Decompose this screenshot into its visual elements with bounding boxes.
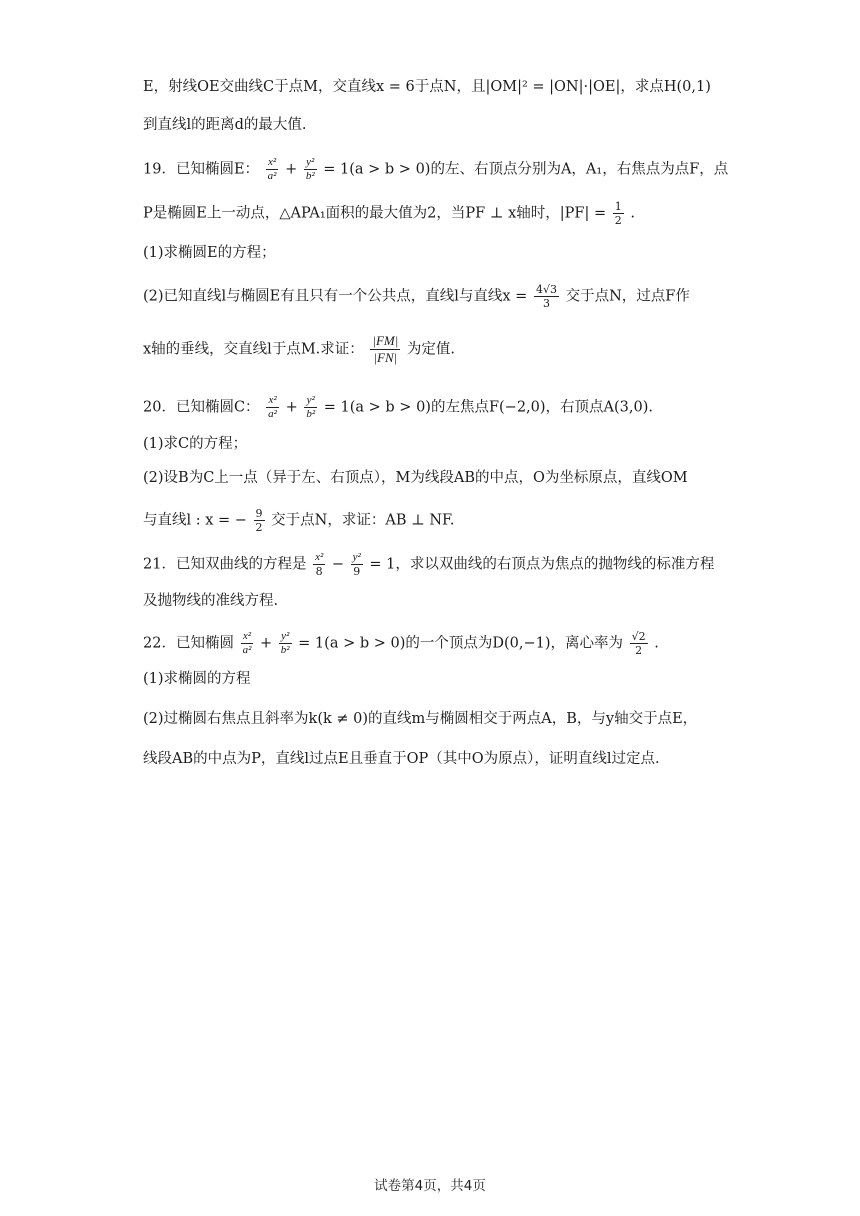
q20-part-1 xyxy=(143,434,247,454)
q21-line-2-text: 及抛物线的准线方程. xyxy=(143,593,279,609)
q19-frac-half-num: 1 xyxy=(614,200,622,213)
q19-part-2-text-b: 交于点N，过点F作 xyxy=(565,288,690,305)
q22-part-1-text: (1)求椭圆的方程 xyxy=(143,671,251,687)
q19-part-2-line-2-text-b: 为定值. xyxy=(406,341,456,358)
q19-line-1-rest: = 1(a > b > 0)的左、右顶点分别为A，A₁，右焦点为点F，点 xyxy=(323,161,729,178)
q19-part-2-text-a: (2)已知直线l与椭圆E有且只有一个公共点，直线l与直线x = xyxy=(143,288,528,305)
q22-frac-y xyxy=(279,630,292,657)
q22-part-2-line-2 xyxy=(143,749,660,769)
q20-frac-x-num: x² xyxy=(266,394,279,408)
q21-frac-y xyxy=(351,551,363,578)
q18-line-1-text: E，射线OE交曲线C于点M，交直线x = 6于点N，且|OM|² = |ON|·|OE|，求点H(0,1) xyxy=(143,79,711,95)
q20-part-2-line-2-text-a: 与直线l : x = − xyxy=(143,512,247,529)
q22-plus: + xyxy=(259,635,273,652)
q19-frac-x-den: a² xyxy=(267,170,277,182)
q22-frac-y-num: y² xyxy=(279,630,292,644)
q22-frac-x-num: x² xyxy=(241,630,254,644)
q20-frac-9-2 xyxy=(254,507,265,534)
page-footer xyxy=(0,1174,860,1194)
q19-line-2 xyxy=(143,200,635,227)
q22-part-2-line-2-text: 线段AB的中点为P，直线l过点E且垂直于OP（其中O为原点），证明直线l过定点. xyxy=(143,751,660,767)
q19-frac-4sqrt3-den: 3 xyxy=(542,297,550,310)
q22-line-1-end: . xyxy=(654,635,659,652)
q20-part-2-line-2-text-b: 交于点N，求证：AB ⊥ NF. xyxy=(271,512,455,529)
page-number-label: 试卷第4页，共4页 xyxy=(374,1178,486,1194)
q20-frac-x-den: a² xyxy=(268,408,277,420)
q21-line-1-rest: = 1，求以双曲线的右顶点为焦点的抛物线的标准方程 xyxy=(369,556,715,573)
q20-part-1-text: (1)求C的方程； xyxy=(143,436,248,452)
q22-frac-y-den: b² xyxy=(280,644,290,656)
q22-part-2-line-1-text: (2)过椭圆右焦点且斜率为k(k ≠ 0)的直线m与椭圆相交于两点A，B，与y轴交于点E， xyxy=(143,711,698,727)
q19-frac-4sqrt3-num: 4√3 xyxy=(535,283,557,296)
q18-line-2 xyxy=(143,115,307,135)
q20-frac-y xyxy=(304,394,317,421)
q19-frac-x xyxy=(266,156,279,183)
q22-frac-sqrt2 xyxy=(630,630,648,657)
q21-line-2 xyxy=(143,591,278,611)
q22-part-1 xyxy=(143,669,251,689)
q19-part-2-line-2 xyxy=(143,333,455,366)
q18-line-1 xyxy=(143,77,711,97)
q21-frac-y-num: y² xyxy=(352,551,361,563)
q20-line-1-rest: = 1(a > b > 0)的左焦点F(−2,0)，右顶点A(3,0). xyxy=(323,399,653,416)
q19-part-2-line-1 xyxy=(143,283,690,310)
q19-line-2-text: P是椭圆E上一动点，△APA₁面积的最大值为2，当PF ⊥ x轴时，|PF| = xyxy=(143,205,607,222)
q20-frac-x xyxy=(266,394,279,421)
q19-part-1 xyxy=(143,243,276,263)
q22-line-1-mid: = 1(a > b > 0)的一个顶点为D(0,−1)，离心率为 xyxy=(298,635,624,652)
q20-intro: 20．已知椭圆C： xyxy=(143,399,260,416)
q19-intro: 19．已知椭圆E： xyxy=(143,161,260,178)
q20-part-2-line-1 xyxy=(143,468,688,488)
q20-part-2-line-2 xyxy=(143,507,454,534)
q22-line-1 xyxy=(143,630,659,657)
q19-frac-half xyxy=(613,200,624,227)
q21-frac-x-num: x² xyxy=(315,551,324,563)
q19-line-2-end: . xyxy=(630,205,635,222)
q20-frac-9-2-num: 9 xyxy=(255,507,263,520)
q22-frac-x-den: a² xyxy=(242,644,252,656)
q19-part-2-line-2-text-a: x轴的垂线，交直线l于点M.求证： xyxy=(143,341,364,358)
q19-frac-half-den: 2 xyxy=(614,214,622,227)
q21-frac-y-den: 9 xyxy=(353,565,361,578)
q19-frac-x-num: x² xyxy=(266,156,279,170)
q19-frac-y-den: b² xyxy=(305,170,315,182)
q19-plus: + xyxy=(285,161,298,178)
q22-frac-sqrt2-den: 2 xyxy=(635,644,643,657)
q22-intro: 22．已知椭圆 xyxy=(143,635,234,652)
q19-frac-y xyxy=(304,156,317,183)
q19-frac-fm-fn xyxy=(370,333,400,366)
q22-part-2-line-1 xyxy=(143,709,697,729)
q20-frac-y-den: b² xyxy=(306,408,316,420)
q21-line-1 xyxy=(143,551,714,578)
q20-part-2-text: (2)设B为C上一点（异于左、右顶点），M为线段AB的中点，O为坐标原点，直线OM xyxy=(143,470,688,486)
q19-frac-fm-fn-num: |FM| xyxy=(372,333,399,348)
q21-frac-x xyxy=(313,551,325,578)
q20-plus: + xyxy=(285,399,298,416)
q20-frac-y-num: y² xyxy=(304,394,317,408)
q21-minus: − xyxy=(331,556,345,573)
q20-line-1 xyxy=(143,394,653,421)
q20-frac-9-2-den: 2 xyxy=(255,521,263,534)
q22-frac-x xyxy=(241,630,254,657)
q18-line-2-text: 到直线l的距离d的最大值. xyxy=(143,117,307,133)
q19-line-1 xyxy=(143,156,728,183)
q19-frac-y-num: y² xyxy=(304,156,317,170)
q19-part-1-text: (1)求椭圆E的方程； xyxy=(143,245,276,261)
q21-frac-x-den: 8 xyxy=(315,565,323,578)
q19-frac-4sqrt3 xyxy=(534,283,559,310)
q22-frac-sqrt2-num: √2 xyxy=(631,630,646,643)
q19-frac-fm-fn-den: |FN| xyxy=(373,350,398,365)
q21-intro: 21．已知双曲线的方程是 xyxy=(143,556,307,573)
